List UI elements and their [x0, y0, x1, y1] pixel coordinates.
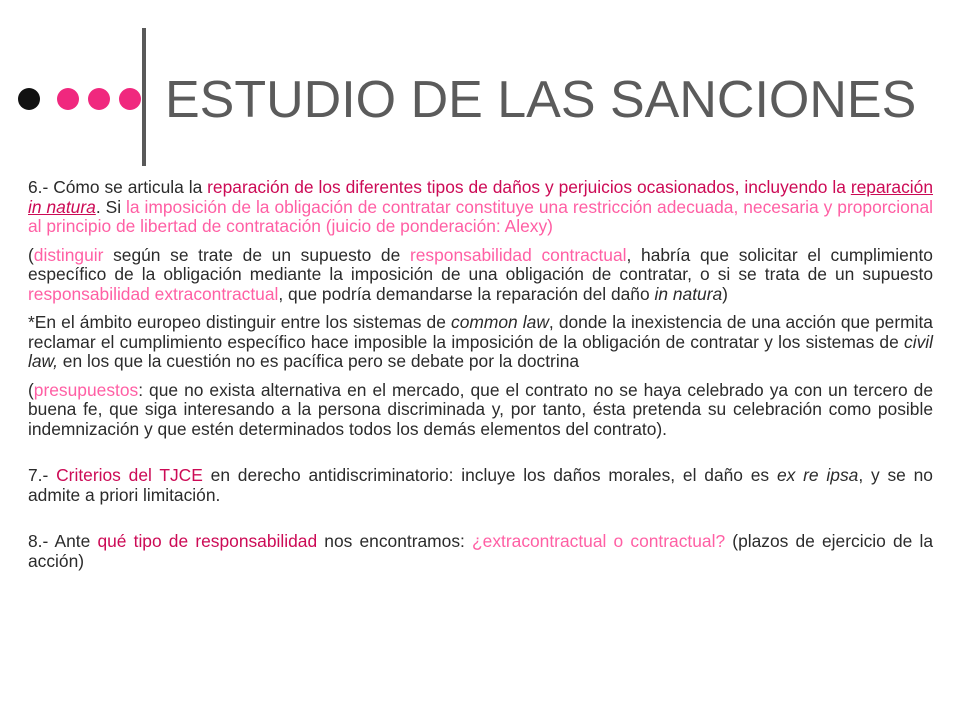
highlight-text: responsabilidad extracontractual [28, 283, 279, 304]
slide-body [28, 178, 933, 571]
italic-text: ex re ipsa [776, 465, 859, 485]
highlight-text: la imposición de la obligación de contratar constituye una restricción adecuada, necesaria y proporcional al principio de libertad de contratación (juicio de ponderación: Alexy) [28, 196, 933, 236]
pink-dot-icon [88, 88, 110, 110]
italic-text: in natura [654, 283, 723, 304]
highlight-text: Criterios del TJCE [56, 465, 203, 485]
highlight-text: distinguir [33, 244, 104, 265]
paragraph-8: 8.- Ante qué tipo de responsabilidad nos encontramos: ¿extracontractual o contractual? (plazos de ejercicio de la acción) [28, 531, 933, 571]
pink-dot-icon [119, 88, 141, 110]
underlined-text: reparación in natura [28, 177, 933, 217]
slide-title: ESTUDIO DE LAS SANCIONES [165, 71, 917, 129]
black-dot-icon [18, 88, 40, 110]
paragraph-distinguir: (distinguir según se trate de un supuesto de responsabilidad contractual, habría que solicitar el cumplimiento específico de la obligación mediante la imposición de una obligación de contratar, o si se trata de un supuesto responsabilidad extracontractual, que podría demandarse la reparación del daño in natura) [28, 244, 933, 304]
italic-text: civil law, [28, 331, 933, 371]
highlight-text: presupuestos [33, 379, 139, 400]
highlight-text: qué tipo de responsabilidad [97, 531, 318, 551]
highlight-text: responsabilidad contractual [409, 244, 627, 265]
paragraph-7: 7.- Criterios del TJCE en derecho antidiscriminatorio: incluye los daños morales, el daño es ex re ipsa, y se no admite a priori limitación. [28, 465, 933, 505]
highlight-text: reparación de los diferentes tipos de daños y perjuicios ocasionados, incluyendo la [207, 177, 851, 197]
paragraph-6 [28, 178, 933, 237]
title-divider-line [142, 28, 146, 166]
paragraph-european-scope: *En el ámbito europeo distinguir entre los sistemas de common law, donde la inexistencia de una acción que permita reclamar el cumplimiento específico hace imposible la imposición de la obligación de contratar y los sistemas de civil law, en los que la cuestión no es pacífica pero se debate por la doctrina [28, 312, 933, 371]
text: . Si [95, 196, 127, 217]
pink-dot-icon [57, 88, 79, 110]
italic-text: common law [451, 312, 549, 332]
paragraph-presupuestos: (presupuestos: que no exista alternativa en el mercado, que el contrato no se haya celebrado ya con un tercero de buena fe, que siga interesando a la persona discriminada y, por tanto, ésta pretenda su celebración como posible indemnización y que estén determinados todos los demás elementos del contrato). [28, 379, 933, 439]
highlight-text: ¿extracontractual o contractual? [472, 531, 726, 551]
text: 6.- Cómo se articula la [28, 177, 208, 197]
